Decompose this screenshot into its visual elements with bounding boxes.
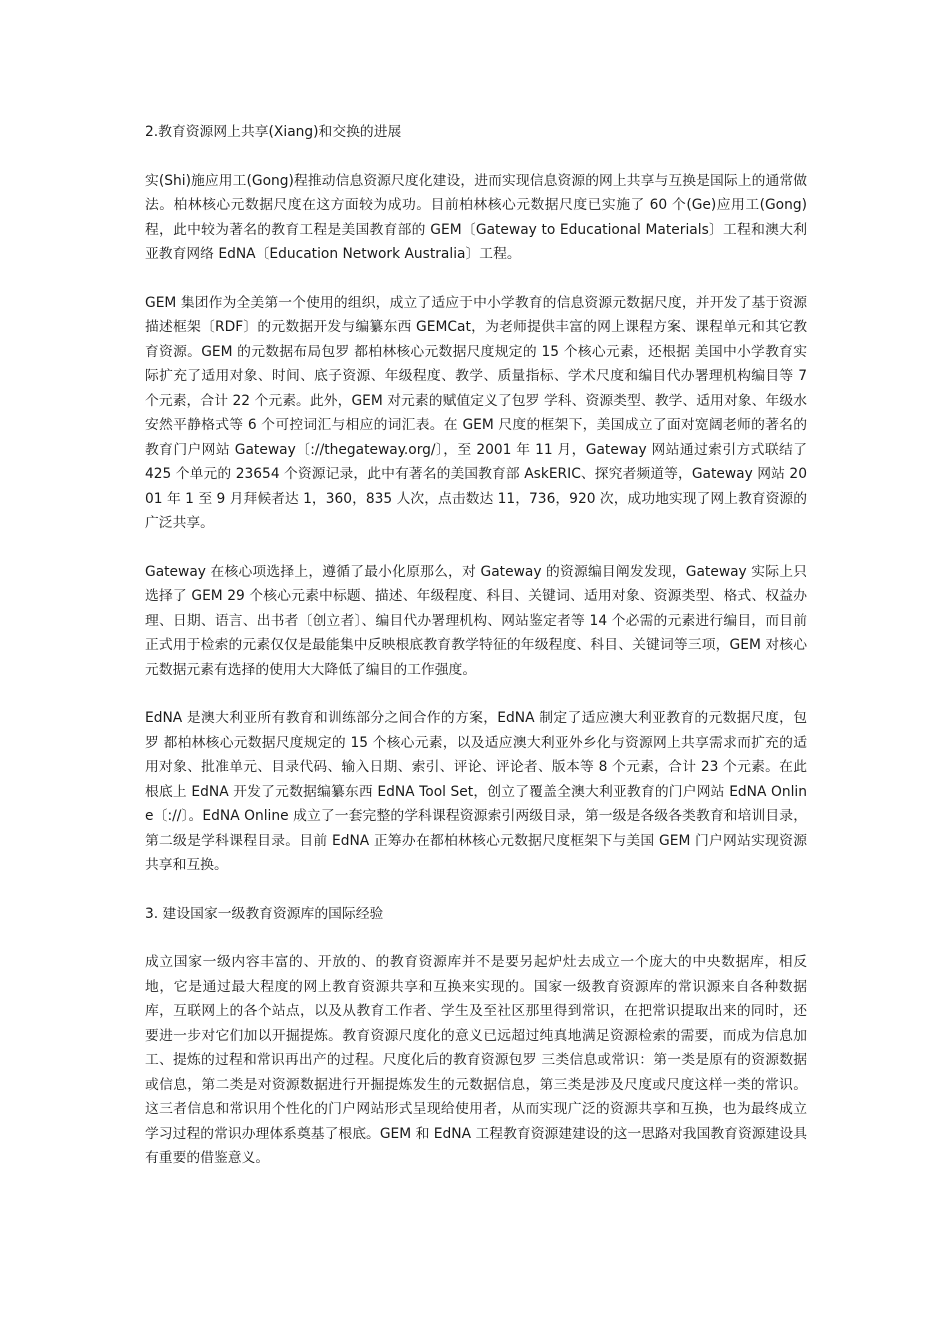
- paragraph-5: 成立国家一级内容丰富的、开放的、的教育资源库并不是要另起炉灶去成立一个庞大的中央数据库，相反地，它是通过最大程度的网上教育资源共享和互换来实现的。国家一级教育资源库的常识源来自各种数据库，互联网上的各个站点，以及从教育工作者、学生及至社区那里得到常识，在把常识提取出来的同时，还要进一步对它们加以开掘提炼。教育资源尺度化的意义已远超过纯真地满足资源检索的需要，而成为信息加工、提炼的过程和常识再出产的过程。尺度化后的教育资源包罗 三类信息或常识：第一类是原有的资源数据或信息，第二类是对资源数据进行开掘提炼发生的元数据信息，第三类是涉及尺度或尺度这样一类的常识。这三者信息和常识用个性化的门户网站形式呈现给使用者，从而实现广泛的资源共享和互换，也为最终成立学习过程的常识办理体系奠基了根底。GEM 和 EdNA 工程教育资源建建设的这一思路对我国教育资源建设具有重要的借鉴意义。: [145, 954, 807, 1166]
- section-heading-2: 2.教育资源网上共享(Xiang)和交换的进展: [145, 124, 402, 140]
- paragraph-2: GEM 集团作为全美第一个使用的组织，成立了适应于中小学教育的信息资源元数据尺度，并开发了基于资源描述框架〔RDF〕的元数据开发与编纂东西 GEMCat，为老师提供丰富的网上课程方案、课程单元和其它教育资源。GEM 的元数据布局包罗 都柏林核心元数据尺度规定的 15 个核心元素，还根据 美国中小学教育实际扩充了适用对象、时间、底子资源、年级程度、教学、质量指标、学术尺度和编目代办署理机构编目等 7 个元素，合计 22 个元素。此外，GEM 对元素的赋值定义了包罗 学科、资源类型、教学、适用对象、年级水安然平静格式等 6 个可控词汇与相应的词汇表。在 GEM 尺度的框架下，美国成立了面对宽阔老师的著名的教育门户网站 Gateway〔://thegateway.org/〕，至 2001 年 11 月，Gateway 网站通过索引方式联结了 425 个单元的 23654 个资源记录，此中有著名的美国教育部 AskERIC、探究者频道等，Gateway 网站 2001 年 1 至 9 月拜候者达 1，360，835 人次，点击数达 11，736，920 次，成功地实现了网上教育资源的广泛共享。: [145, 294, 807, 531]
- paragraph-3: Gateway 在核心项选择上，遵循了最小化原那么，对 Gateway 的资源编目阐发发现，Gateway 实际上只选择了 GEM 29 个核心元素中标题、描述、年级程度、科目、关键词、适用对象、资源类型、格式、权益办理、日期、语言、出书者〔创立者〕、编目代办署理机构、网站鉴定者等 14 个必需的元素进行编目，而目前正式用于检索的元素仅仅是最能集中反映根底教育教学特征的年级程度、科目、关键词等三项，GEM 对核心元数据元素有选择的使用大大降低了编目的工作强度。: [145, 563, 807, 678]
- paragraph-4: EdNA 是澳大利亚所有教育和训练部分之间合作的方案，EdNA 制定了适应澳大利亚教育的元数据尺度，包罗 都柏林核心元数据尺度规定的 15 个核心元素，以及适应澳大利亚外乡化与资源网上共享需求而扩充的适用对象、批准单元、目录代码、输入日期、索引、评论、评论者、版本等 8 个元素，合计 23 个元素。在此根底上 EdNA 开发了元数据编纂东西 EdNA Tool Set，创立了覆盖全澳大利亚教育的门户网站 EdNA Online〔://〕。EdNA Online 成立了一套完整的学科课程资源索引两级目录，第一级是各级各类教育和培训目录，第二级是学科课程目录。目前 EdNA 正筹办在都柏林核心元数据尺度框架下与美国 GEM 门户网站实现资源共享和互换。: [145, 710, 807, 873]
- paragraph-1: 实(Shi)施应用工(Gong)程推动信息资源尺度化建设，进而实现信息资源的网上共享与互换是国际上的通常做法。柏林核心元数据尺度在这方面较为成功。目前柏林核心元数据尺度已实施了 60 个(Ge)应用工(Gong)程，此中较为著名的教育工程是美国教育部的 GEM〔Gateway to Educational Materials〕工程和澳大利亚教育网络 EdNA〔Education Network Australia〕工程。: [145, 172, 807, 262]
- section-heading-3: 3. 建设国家一级教育资源库的国际经验: [145, 905, 384, 922]
- document-page: [145, 120, 807, 1171]
